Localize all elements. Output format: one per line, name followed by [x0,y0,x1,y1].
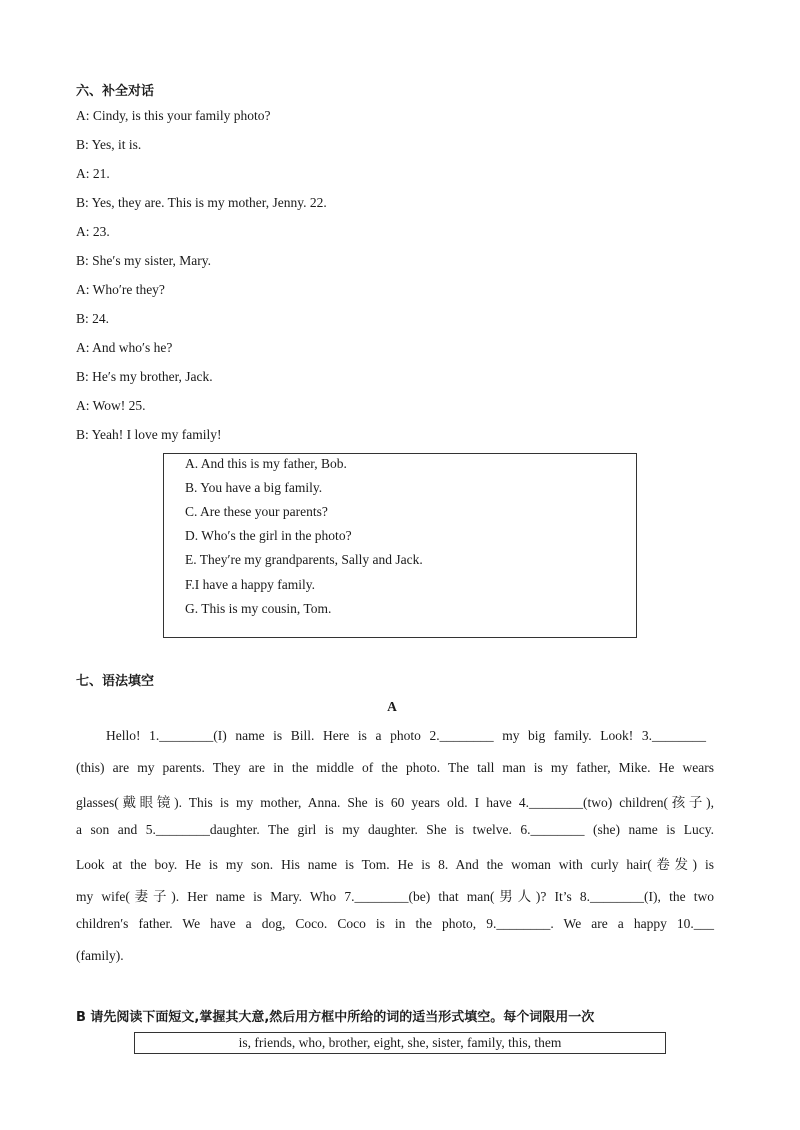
dialogue-line: A: 21. [76,166,110,181]
dialogue-line: B: He′s my brother, Jack. [76,369,213,384]
passage-line: children′s father. We have a dog, Coco. Coco is in the photo, 9.________. We are a happy 10.___ [76,916,714,931]
dialogue-line: A: And who′s he? [76,340,173,355]
passage-line: a son and 5.________daughter. The girl is my daughter. She is twelve. 6.________ (she) name is Lucy. [76,822,714,837]
section7-heading: 七、语法填空 [76,674,155,689]
dialogue-line: A: 23. [76,224,110,239]
dialogue-line: B: Yes, it is. [76,137,142,152]
option-item: C. Are these your parents? [185,504,328,519]
passage-line: my wife(妻子). Her name is Mary. Who 7.________(be) that man(男人)? It’s 8.________(I), the two [76,889,714,904]
dialogue-line: B: 24. [76,311,110,326]
option-item: F.I have a happy family. [185,577,316,592]
part-b-heading: B 请先阅读下面短文,掌握其大意,然后用方框中所给的词的适当形式填空。每个词限用一次 [76,1010,595,1025]
passage-line: (family). [76,948,124,963]
dialogue-line: B: Yes, they are. This is my mother, Jenny. 22. [76,195,327,210]
passage-line: (this) are my parents. They are in the middle of the photo. The tall man is my father, Mike. He wears [76,760,714,775]
dialogue-line: A: Cindy, is this your family photo? [76,108,271,123]
dialogue-line: B: Yeah! I love my family! [76,427,222,442]
word-bank-box: is, friends, who, brother, eight, she, sister, family, this, them [134,1032,666,1054]
option-item: A. And this is my father, Bob. [185,456,347,471]
option-item: D. Who′s the girl in the photo? [185,528,352,543]
options-box [163,453,637,638]
part-a-label: A [387,699,397,714]
passage-line: Hello! 1.________(I) name is Bill. Here is a photo 2.________ my big family. Look! 3.________ [106,728,706,743]
option-item: G. This is my cousin, Tom. [185,601,332,616]
option-item: B. You have a big family. [185,480,323,495]
dialogue-line: B: She′s my sister, Mary. [76,253,212,268]
option-item: E. They′re my grandparents, Sally and Jack. [185,552,423,567]
section6-heading: 六、补全对话 [76,84,155,99]
passage-line: Look at the boy. He is my son. His name is Tom. He is 8. And the woman with curly hair(卷发) is [76,857,714,872]
passage-line: glasses(戴眼镜). This is my mother, Anna. She is 60 years old. I have 4.________(two) children(孩子), [76,795,714,810]
dialogue-line: A: Who′re they? [76,282,165,297]
dialogue-line: A: Wow! 25. [76,398,146,413]
